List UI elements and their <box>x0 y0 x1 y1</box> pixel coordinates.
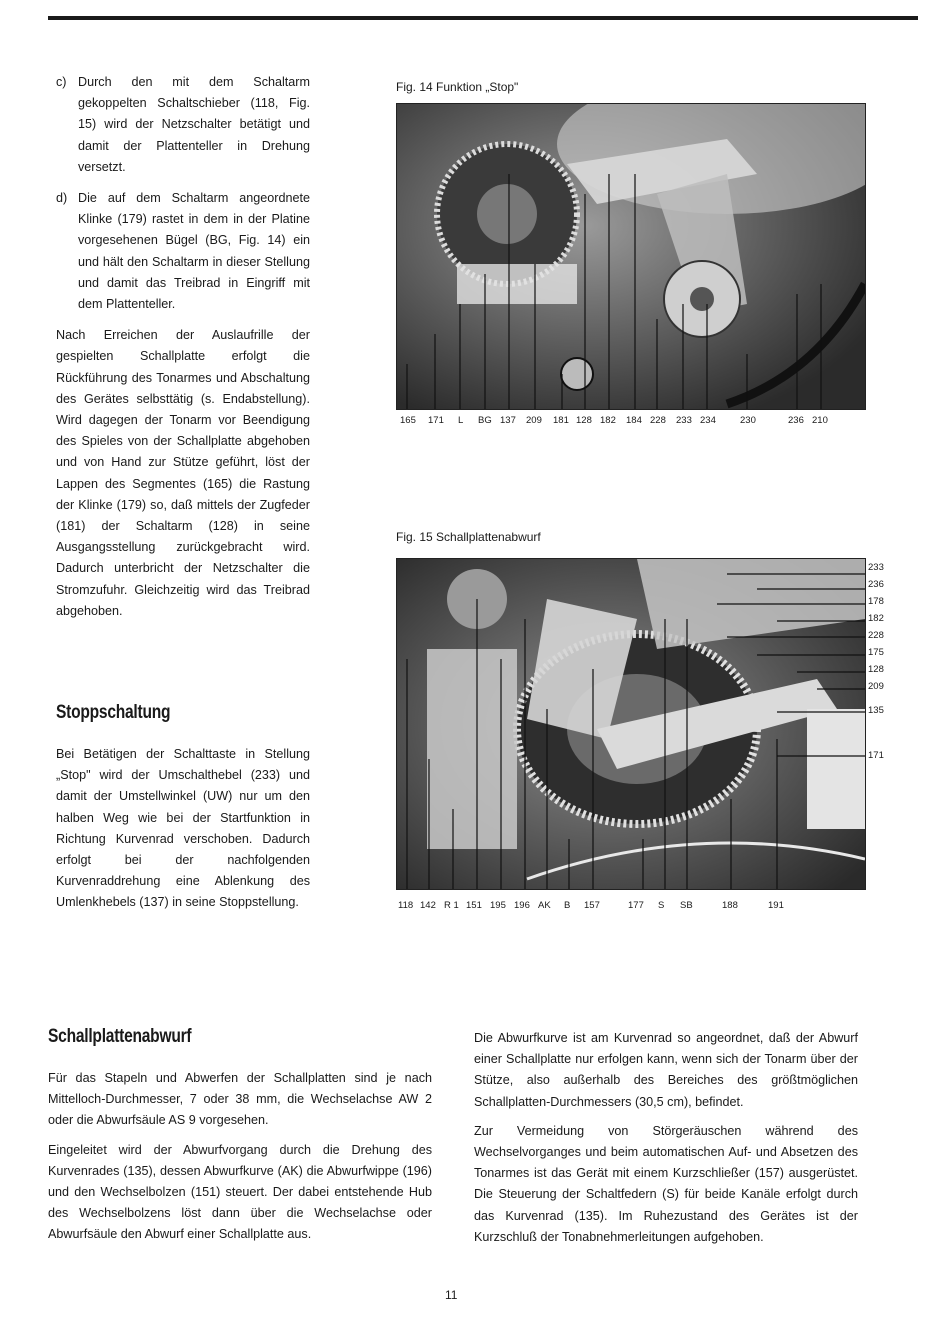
bottom-right-column <box>474 1028 858 1256</box>
fig15-photo <box>396 558 866 890</box>
fig14-label: 234 <box>700 415 716 426</box>
fig14-label: 137 <box>500 415 516 426</box>
fig15-right-label: 209 <box>868 681 884 692</box>
fig14-label: 182 <box>600 415 616 426</box>
fig14-label: 228 <box>650 415 666 426</box>
fig15-label: S <box>658 900 665 911</box>
paragraph-stapeln: Für das Stapeln und Abwerfen der Schallplatten sind je nach Mittelloch-Durchmesser, 7 oder 38 mm, die Wechselachse AW 2 oder die Abwurfsäule AS 9 vorgesehen. <box>48 1071 432 1128</box>
fig15-right-label: 182 <box>868 613 884 624</box>
fig14-label: 181 <box>553 415 569 426</box>
fig15-right-label: 128 <box>868 664 884 675</box>
list-item-c <box>56 72 310 178</box>
fig15-label: 196 <box>514 900 530 911</box>
fig15-label: 188 <box>722 900 738 911</box>
heading-schallplattenabwurf: Schallplattenabwurf <box>48 1026 192 1047</box>
fig14-label: 165 <box>400 415 416 426</box>
fig15-label: 177 <box>628 900 644 911</box>
fig15-label: R 1 <box>444 900 459 911</box>
fig14-label: BG <box>478 415 492 426</box>
fig14-label: L <box>458 415 464 426</box>
fig15-right-label: 135 <box>868 705 884 716</box>
stop-paragraph-wrap <box>56 744 310 922</box>
fig15-label: 151 <box>466 900 482 911</box>
fig14-label: 233 <box>676 415 692 426</box>
fig15-label: 118 <box>398 900 414 911</box>
fig15-right-labels <box>868 562 908 772</box>
list-item-d <box>56 188 310 315</box>
fig15-label: 191 <box>768 900 784 911</box>
fig15-label: AK <box>538 900 551 911</box>
fig14-label: 128 <box>576 415 592 426</box>
fig14-label: 230 <box>740 415 756 426</box>
fig15-label: 157 <box>584 900 600 911</box>
fig15-right-label: 171 <box>868 750 884 761</box>
fig15-right-label: 236 <box>868 579 884 590</box>
fig14-label: 236 <box>788 415 804 426</box>
fig15-label: B <box>564 900 571 911</box>
heading-stoppschaltung: Stoppschaltung <box>56 702 171 723</box>
fig14-illustration <box>397 104 865 409</box>
bottom-left-column <box>48 1068 432 1254</box>
item-d-label: d) <box>56 191 68 206</box>
fig14-labels <box>396 415 864 429</box>
fig14-caption: Fig. 14 Funktion „Stop" <box>396 80 519 94</box>
page-number: 11 <box>445 1288 458 1302</box>
fig15-label: 195 <box>490 900 506 911</box>
paragraph-return: Nach Erreichen der Auslaufrille der gespielten Schallplatte erfolgt die Rückführung des Tonarmes und Abschaltung des Gerätes selbsttätig (s. Endabstellung). Wird dagegen der Tonarm vor Beendigung des Spieles von der Schallplatte abgehoben und von Hand zur Stütze geführt, löst der Lappen des Segmentes (165) die Rastung der Klinke (179) so, daß mittels der Zugfeder (181) der Schaltarm (128) in seine Ausgangsstellung zurückgebracht wird. Dadurch unterbricht der Netzschalter die Stromzufuhr. Gleichzeitig wird das Treibrad abgehoben. <box>56 328 310 618</box>
paragraph-eingeleitet: Eingeleitet wird der Abwurfvorgang durch die Drehung des Kurvenrades (135), dessen Abwurfkurve (AK) die Abwurfwippe (196) und den Wechselbolzen (151) steuert. Der dabei entstehende Hub des Wechselbolzens löst dann über die Wechselachse oder Abwurfsäule den Abwurf einer Schallplatte aus. <box>48 1142 432 1242</box>
fig15-label: 142 <box>420 900 436 911</box>
item-c-label: c) <box>56 75 67 89</box>
paragraph-abwurfkurve: Die Abwurfkurve ist am Kurvenrad so angeordnet, daß der Abwurf einer Schallplatte nur erfolgen kann, wenn sich der Tonarm über der Stütze, also außerhalb des Bereiches des größtmöglichen Schallplatten-Durchmessers (30,5 cm), befindet. <box>474 1031 858 1109</box>
fig15-caption: Fig. 15 Schallplattenabwurf <box>396 530 541 544</box>
paragraph-stop: Bei Betätigen der Schalttaste in Stellung „Stop" wird der Umschalthebel (233) und damit der Umstellwinkel (UW) nur um den halben Weg wie bei der Startfunktion in Richtung Kurvenrad verschoben. Dadurch erfolgt bei der nachfolgenden Kurvenraddrehung eine Ablenkung des Umlenkhebels (137) in seine Stoppstellung. <box>56 747 310 910</box>
fig14-label: 209 <box>526 415 542 426</box>
item-c-text: Durch den mit dem Schaltarm gekoppelten Schaltschieber (118, Fig. 15) wird der Netzschalter betätigt und damit der Plattenteller in Drehung versetzt. <box>78 75 310 174</box>
fig14-label: 184 <box>626 415 642 426</box>
left-column <box>56 72 310 630</box>
item-d-text: Die auf dem Schaltarm angeordnete Klinke (179) rastet in dem in der Platine vorgesehenen Bügel (BG, Fig. 14) ein und hält den Schaltarm in dieser Stellung und damit das Treibrad in Eingriff mit dem Plattenteller. <box>78 191 310 312</box>
fig14-label: 171 <box>428 415 444 426</box>
fig15-label: SB <box>680 900 693 911</box>
fig15-illustration <box>397 559 865 889</box>
fig14-photo <box>396 103 866 410</box>
fig15-right-label: 228 <box>868 630 884 641</box>
fig15-bottom-labels <box>396 900 864 914</box>
fig15-right-label: 178 <box>868 596 884 607</box>
paragraph-kurzschliesser: Zur Vermeidung von Störgeräuschen während des Wechselvorganges und beim automatischen Auf- und Absetzen des Tonarmes ist das Gerät mit einem Kurzschließer (157) ausgerüstet. Die Steuerung der Schaltfedern (S) für beide Kanäle erfolgt durch das Kurvenrad (135). Im Ruhezustand des Gerätes ist der Kurzschluß der Tonabnehmerleitungen aufgehoben. <box>474 1123 858 1244</box>
top-rule <box>48 16 918 20</box>
fig15-right-label: 233 <box>868 562 884 573</box>
fig14-label: 210 <box>812 415 828 426</box>
fig15-right-label: 175 <box>868 647 884 658</box>
